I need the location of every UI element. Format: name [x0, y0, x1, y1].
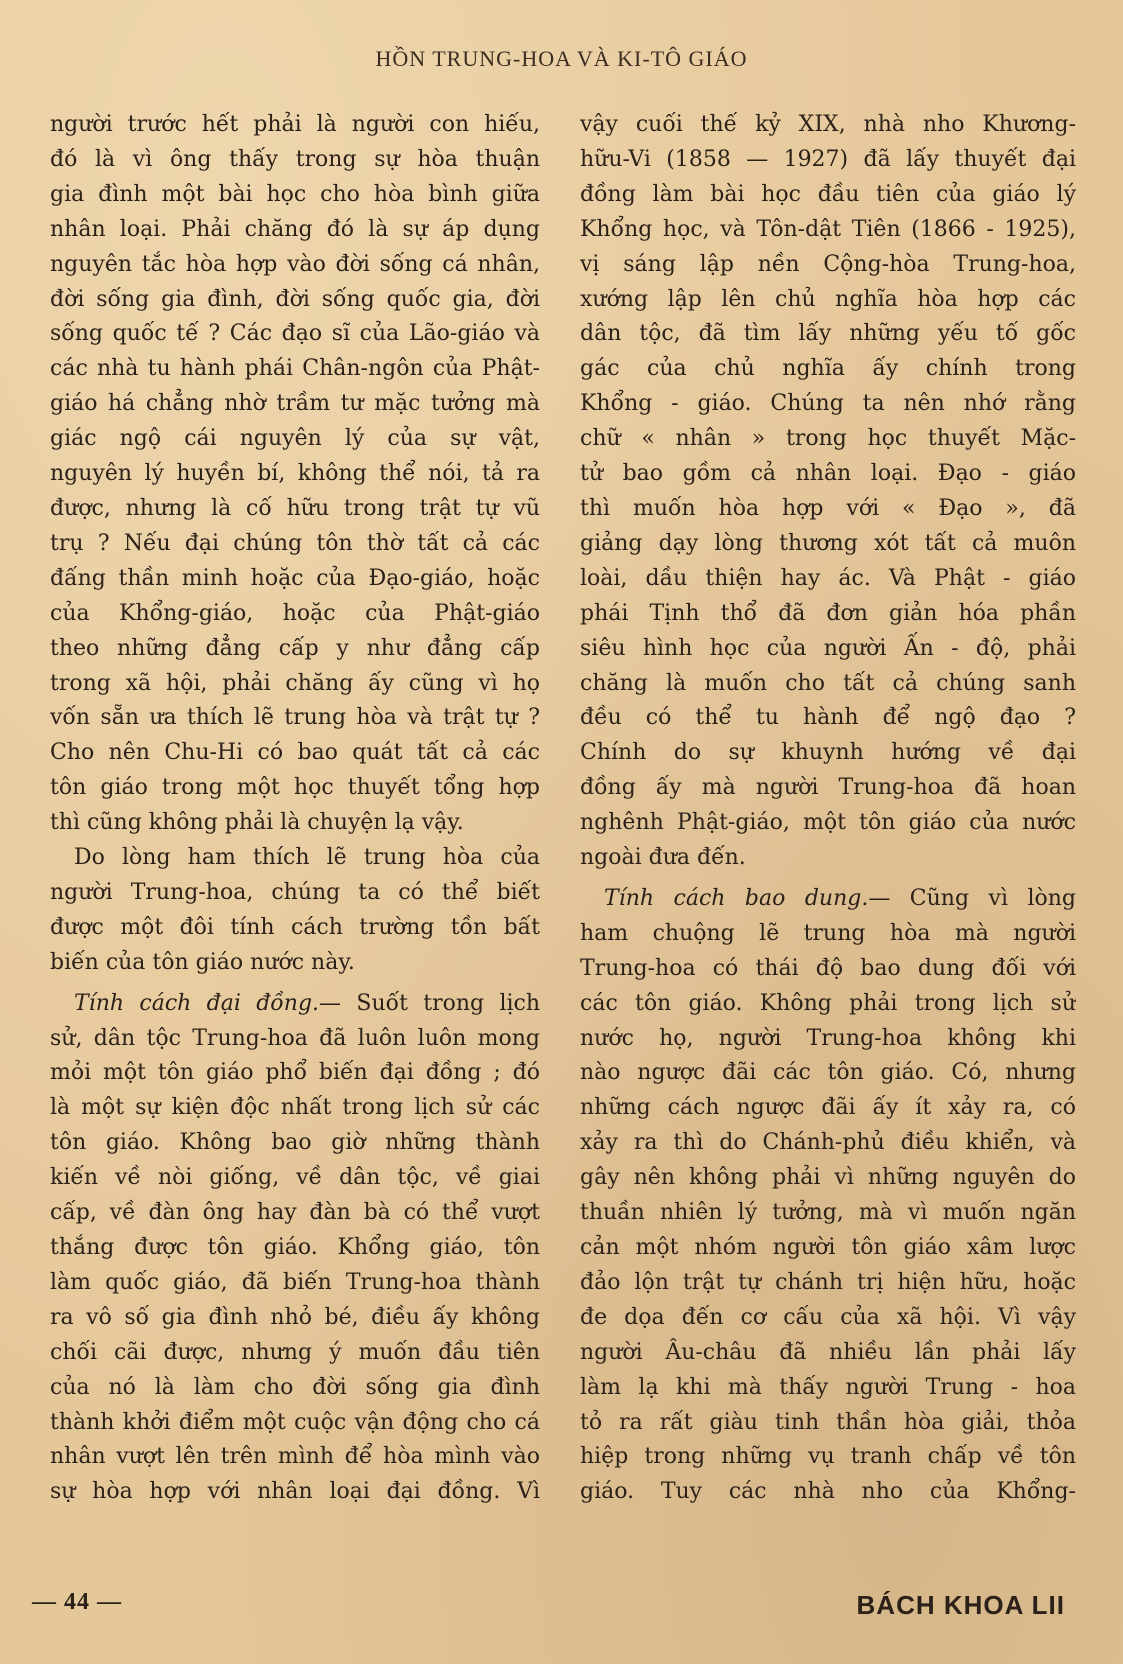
line-text: đời sống gia đình, đời sống quốc gia, đời: [50, 286, 540, 312]
text-line: [580, 701, 1076, 736]
text-line: [50, 317, 540, 352]
text-line: [50, 527, 540, 562]
magazine-title: BÁCH KHOA LII: [856, 1590, 1065, 1620]
text-line: [580, 736, 1076, 771]
text-line: [580, 1022, 1076, 1057]
line-text: vậy cuối thế kỷ XIX, nhà nho Khương-: [580, 112, 1076, 137]
text-line: [50, 1406, 540, 1441]
text-line: [580, 632, 1076, 667]
line-text: nào ngược đãi các tôn giáo. Có, nhưng: [580, 1060, 1076, 1086]
right-column: [580, 108, 1076, 1510]
line-text: làm quốc giáo, đã biến Trung-hoa thành: [50, 1269, 540, 1295]
line-text: làm lạ khi mà thấy người Trung - hoa: [580, 1374, 1076, 1400]
line-text: trụ ? Nếu đại chúng tôn thờ tất cả các: [50, 530, 540, 556]
line-text: nhân vượt lên trên mình để hòa mình vào: [50, 1444, 540, 1470]
line-text: gia đình một bài học cho hòa bình giữa: [50, 181, 540, 207]
line-text: được một đôi tính cách trường tồn bất: [50, 914, 540, 940]
line-text: tôn giáo trong một học thuyết tổng hợp: [50, 775, 540, 801]
line-text: được, nhưng là cố hữu trong trật tự vũ: [50, 495, 540, 521]
text-line: [580, 1336, 1076, 1371]
line-text: giảng dạy lòng thương xót tất cả muôn: [580, 530, 1076, 556]
line-text: ra vô số gia đình nhỏ bé, điều ấy không: [50, 1304, 540, 1330]
line-text: đồng làm bài học đầu tiên của giáo lý: [580, 181, 1076, 207]
text-line: [580, 806, 1076, 841]
line-text: cấp, về đàn ông hay đàn bà có thể vượt: [50, 1200, 540, 1226]
line-text: đấng thần minh hoặc của Đạo-giáo, hoặc: [50, 565, 540, 591]
line-text: Trung-hoa có thái độ bao dung đối với: [580, 955, 1076, 981]
text-line: [580, 283, 1076, 318]
line-text: các nhà tu hành phái Chân-ngôn của Phật-: [50, 356, 540, 382]
line-text: Cũng vì lòng: [890, 885, 1076, 911]
text-line: [580, 667, 1076, 702]
line-text: Do lòng ham thích lẽ trung hòa của: [74, 845, 540, 871]
line-text: siêu hình học của người Ấn - độ, phải: [580, 635, 1076, 661]
text-line: [50, 1126, 540, 1161]
line-text: phái Tịnh thổ đã đơn giản hóa phần: [580, 600, 1076, 626]
line-text: giác ngộ cái nguyên lý của sự vật,: [50, 426, 540, 452]
text-line: [50, 1301, 540, 1336]
line-text: của Khổng-giáo, hoặc của Phật-giáo: [50, 600, 540, 626]
text-line: [50, 597, 540, 632]
text-line: [580, 108, 1076, 143]
text-line: [50, 248, 540, 283]
text-line: [580, 457, 1076, 492]
section-heading: Tính cách bao dung.—: [604, 885, 891, 911]
text-line: [50, 178, 540, 213]
text-line: [580, 1091, 1076, 1126]
text-line: [50, 422, 540, 457]
text-line: [580, 562, 1076, 597]
line-text: chữ « nhân » trong học thuyết Mặc-: [580, 426, 1076, 452]
line-text: tôn giáo. Không bao giờ những thành: [50, 1130, 540, 1156]
line-text: tử bao gồm cả nhân loại. Đạo - giáo: [580, 461, 1076, 487]
line-text: thì muốn hòa hợp với « Đạo », đã: [580, 495, 1076, 521]
line-text: xảy ra thì do Chánh-phủ điều khiển, và: [580, 1130, 1076, 1156]
line-text: nghênh Phật-giáo, một tôn giáo của nước: [580, 810, 1076, 836]
text-line: [580, 917, 1076, 952]
text-line: [580, 387, 1076, 422]
text-line: [50, 667, 540, 702]
text-line: [50, 387, 540, 422]
line-text: dân tộc, đã tìm lấy những yếu tố gốc: [580, 321, 1076, 347]
line-text: sống quốc tế ? Các đạo sĩ của Lão-giáo và: [50, 321, 540, 347]
line-text: cản một nhóm người tôn giáo xâm lược: [580, 1235, 1076, 1260]
line-text: giáo. Tuy các nhà nho của Khổng-: [580, 1479, 1076, 1505]
text-line: [580, 143, 1076, 178]
line-text: kiến về nòi giống, về dân tộc, về giai: [50, 1165, 540, 1191]
line-text: người Trung-hoa, chúng ta có thể biết: [50, 879, 540, 905]
line-text: tỏ ra rất giàu tinh thần hòa giải, thỏa: [580, 1409, 1076, 1435]
text-line: [580, 952, 1076, 987]
line-text: sử, dân tộc Trung-hoa đã luôn luôn mong: [50, 1025, 540, 1051]
text-line: [580, 771, 1076, 806]
line-text: mỏi một tôn giáo phổ biến đại đồng ; đó: [50, 1060, 540, 1086]
line-text: Khổng học, và Tôn-dật Tiên (1866 - 1925),: [580, 216, 1076, 242]
line-text: thì cũng không phải là chuyện lạ vậy.: [50, 810, 464, 836]
text-line: [580, 1056, 1076, 1091]
line-text: gác của chủ nghĩa ấy chính trong: [580, 356, 1076, 382]
text-line: [50, 1091, 540, 1126]
text-line: [50, 946, 540, 981]
line-text: những cách ngược đãi ấy ít xảy ra, có: [580, 1095, 1076, 1121]
text-line: [580, 213, 1076, 248]
text-line: [50, 1475, 540, 1510]
text-line: [580, 1231, 1076, 1266]
text-line: [580, 1475, 1076, 1510]
section-heading: Tính cách đại đồng.—: [74, 990, 342, 1016]
text-line: [580, 882, 1076, 917]
line-text: ham chuộng lẽ trung hòa mà người: [580, 920, 1076, 946]
line-text: Khổng - giáo. Chúng ta nên nhớ rằng: [580, 391, 1076, 417]
line-text: của nó là làm cho đời sống gia đình: [50, 1374, 540, 1400]
text-line: [50, 143, 540, 178]
text-line: [50, 876, 540, 911]
text-line: [50, 457, 540, 492]
text-line: [50, 632, 540, 667]
text-line: [50, 492, 540, 527]
line-text: trong xã hội, phải chăng ấy cũng vì họ: [50, 670, 540, 696]
text-line: [50, 108, 540, 143]
text-line: [580, 1371, 1076, 1406]
text-line: [50, 1266, 540, 1301]
line-text: chăng là muốn cho tất cả chúng sanh: [580, 670, 1076, 696]
line-text: hiệp trong những vụ tranh chấp về tôn: [580, 1444, 1076, 1470]
text-line: [580, 352, 1076, 387]
text-line: [50, 1371, 540, 1406]
text-line: [580, 1196, 1076, 1231]
text-line: [50, 1196, 540, 1231]
line-text: loài, dầu thiện hay ác. Và Phật - giáo: [580, 565, 1076, 591]
text-line: [50, 841, 540, 876]
line-text: thắng được tôn giáo. Khổng giáo, tôn: [50, 1235, 540, 1260]
text-line: [580, 1161, 1076, 1196]
text-line: [50, 1231, 540, 1266]
line-text: thuần nhiên lý tưởng, mà vì muốn ngăn: [580, 1200, 1076, 1226]
line-text: chối cãi được, nhưng ý muốn đầu tiên: [50, 1339, 540, 1365]
left-column: [50, 108, 540, 1510]
text-line: [580, 1266, 1076, 1301]
line-text: ngoài đưa đến.: [580, 845, 746, 871]
text-line: [580, 527, 1076, 562]
text-line: [50, 987, 540, 1022]
line-text: giáo há chẳng nhờ trầm tư mặc tưởng mà: [50, 391, 540, 417]
text-line: [580, 492, 1076, 527]
text-line: [50, 1022, 540, 1057]
text-line: [580, 178, 1076, 213]
line-text: vốn sẵn ưa thích lẽ trung hòa và trật tự ?: [50, 705, 540, 731]
text-line: [580, 841, 1076, 876]
line-text: Cho nên Chu-Hi có bao quát tất cả các: [50, 740, 540, 766]
line-text: đều có thể tu hành để ngộ đạo ?: [580, 705, 1076, 731]
text-line: [580, 1406, 1076, 1441]
line-text: Chính do sự khuynh hướng về đại: [580, 740, 1076, 766]
line-text: người Âu-châu đã nhiều lần phải lấy: [580, 1339, 1076, 1365]
text-line: [50, 1161, 540, 1196]
text-line: [50, 562, 540, 597]
line-text: là một sự kiện độc nhất trong lịch sử các: [50, 1095, 540, 1121]
line-text: Suốt trong lịch: [341, 990, 540, 1016]
page-number: — 44 —: [32, 1589, 122, 1615]
text-line: [50, 1440, 540, 1475]
line-text: sự hòa hợp với nhân loại đại đồng. Vì: [50, 1479, 540, 1505]
text-line: [50, 1056, 540, 1091]
line-text: nhân loại. Phải chăng đó là sự áp dụng: [50, 216, 540, 242]
text-line: [50, 806, 540, 841]
line-text: xướng lập lên chủ nghĩa hòa hợp các: [580, 286, 1076, 312]
text-line: [50, 911, 540, 946]
text-line: [580, 422, 1076, 457]
text-line: [50, 1336, 540, 1371]
text-line: [580, 317, 1076, 352]
text-line: [580, 597, 1076, 632]
text-line: [580, 987, 1076, 1022]
line-text: nguyên tắc hòa hợp vào đời sống cá nhân,: [50, 251, 540, 277]
text-line: [580, 1126, 1076, 1161]
text-line: [50, 701, 540, 736]
line-text: các tôn giáo. Không phải trong lịch sử: [580, 990, 1076, 1016]
line-text: gây nên không phải vì những nguyên do: [580, 1165, 1076, 1191]
text-line: [50, 352, 540, 387]
text-line: [50, 771, 540, 806]
line-text: nước họ, người Trung-hoa không khi: [580, 1025, 1076, 1051]
line-text: đó là vì ông thấy trong sự hòa thuận: [50, 146, 540, 172]
text-line: [50, 283, 540, 318]
line-text: người trước hết phải là người con hiếu,: [50, 112, 540, 137]
text-line: [580, 1440, 1076, 1475]
text-line: [50, 736, 540, 771]
line-text: thành khởi điểm một cuộc vận động cho cá: [50, 1409, 540, 1435]
line-text: hữu-Vi (1858 — 1927) đã lấy thuyết đại: [580, 146, 1076, 172]
text-line: [580, 1301, 1076, 1336]
running-header: HỒN TRUNG-HOA VÀ KI-TÔ GIÁO: [375, 46, 748, 71]
line-text: biến của tôn giáo nước này.: [50, 949, 355, 975]
text-line: [580, 248, 1076, 283]
text-line: [50, 213, 540, 248]
line-text: đảo lộn trật tự chánh trị hiện hữu, hoặc: [580, 1269, 1076, 1295]
line-text: nguyên lý huyền bí, không thể nói, tả ra: [50, 461, 540, 487]
line-text: vị sáng lập nền Cộng-hòa Trung-hoa,: [580, 251, 1076, 277]
line-text: theo những đẳng cấp y như đẳng cấp: [50, 635, 540, 661]
line-text: đồng ấy mà người Trung-hoa đã hoan: [580, 775, 1076, 801]
line-text: đe dọa đến cơ cấu của xã hội. Vì vậy: [580, 1304, 1076, 1330]
